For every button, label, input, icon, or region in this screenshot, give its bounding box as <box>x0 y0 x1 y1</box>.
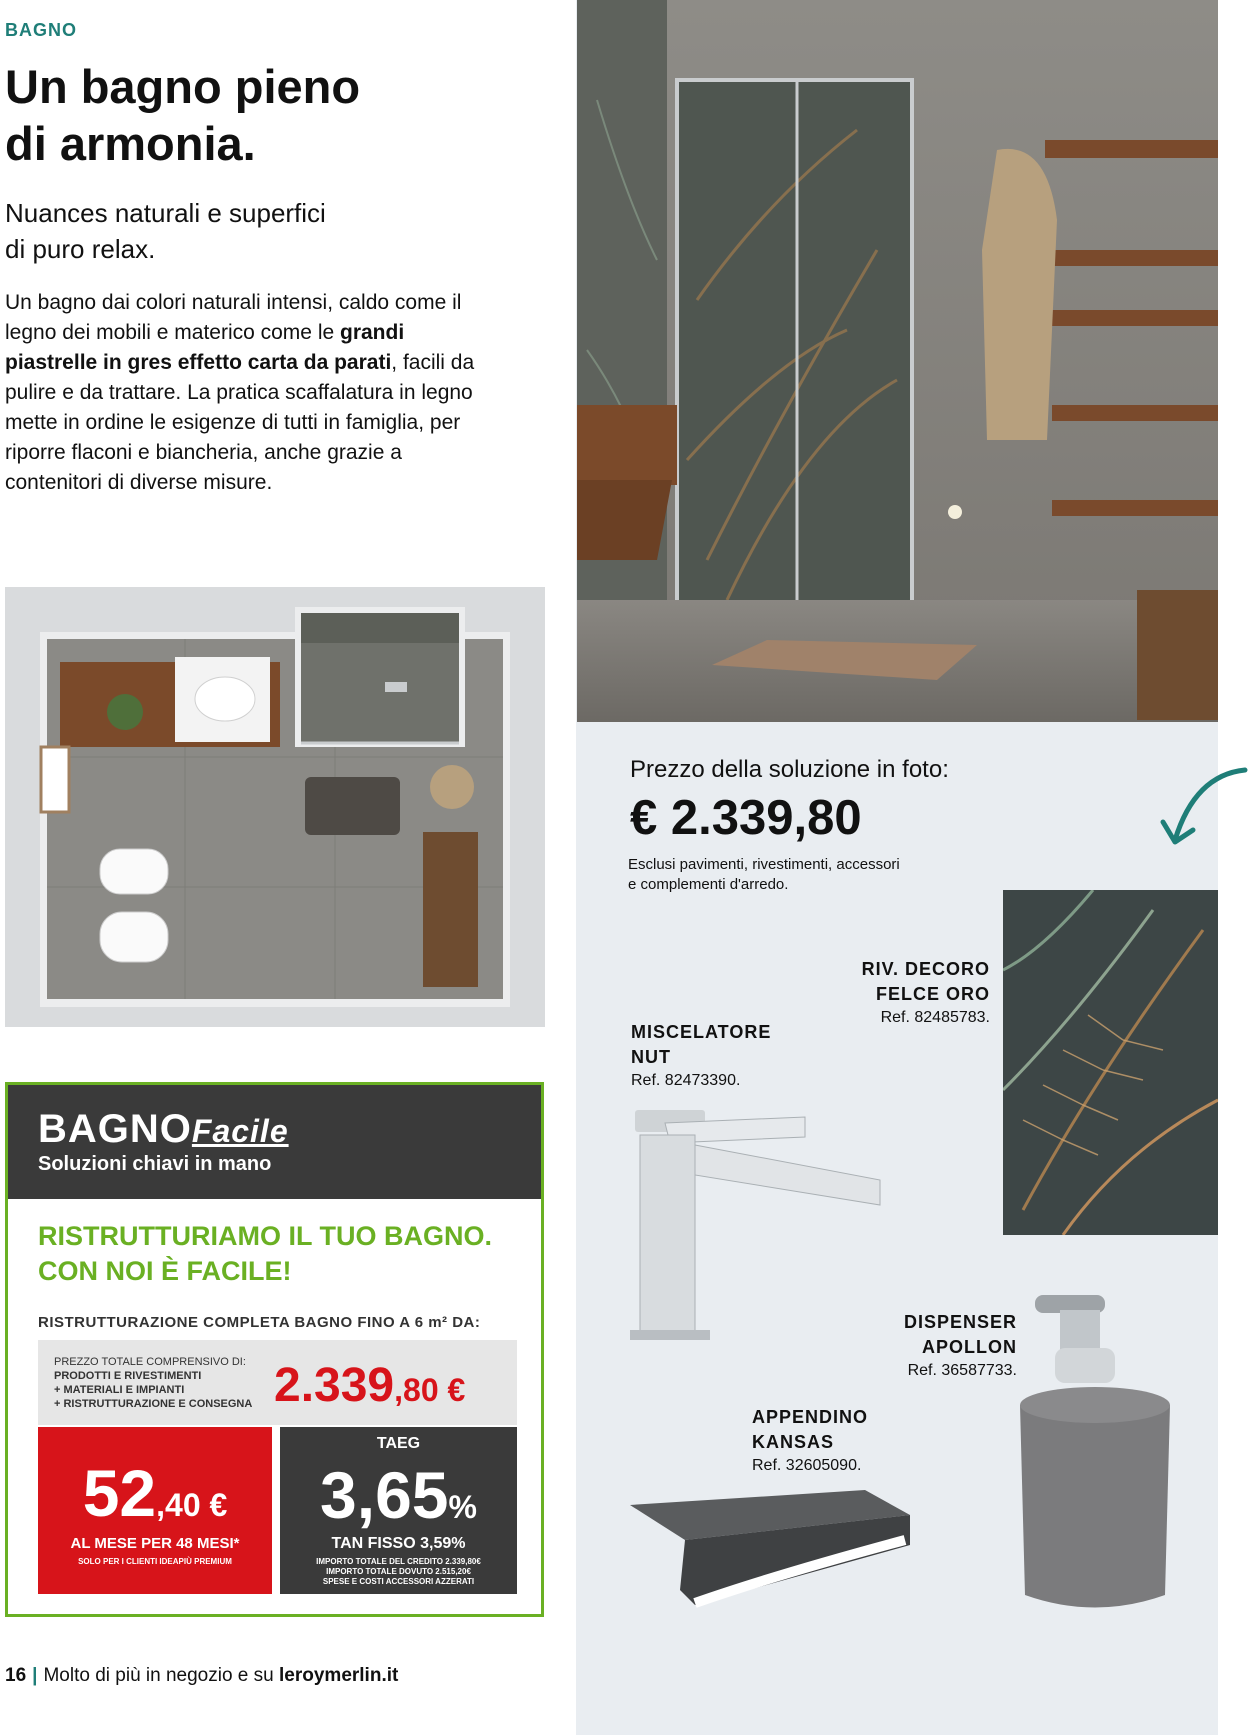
product-name-line: FELCE ORO <box>875 984 990 1004</box>
body-paragraph <box>5 288 495 498</box>
taeg-value <box>280 1457 517 1533</box>
product-name-line: KANSAS <box>752 1432 835 1452</box>
page-footer <box>5 1665 398 1687</box>
product-ref: Ref. 36587733. <box>907 1362 1017 1379</box>
bagno-facile-tagline: Soluzioni chiavi in mano <box>38 1153 272 1175</box>
monthly-int: 52 <box>82 1456 157 1530</box>
logo-text: BAGNO <box>38 1107 192 1151</box>
body-part-1: Un bagno dai colori naturali intensi, caldo come il legno dei mobili e materico come le <box>5 291 462 344</box>
product-name-line: DISPENSER <box>903 1312 1017 1332</box>
product-name-line: APOLLON <box>922 1337 1017 1357</box>
product-name-line: RIV. DECORO <box>861 959 990 979</box>
tan-label: TAN FISSO 3,59% <box>331 1535 466 1552</box>
bagno-facile-header <box>8 1085 541 1199</box>
subtitle-line-2: di puro relax. <box>5 234 156 264</box>
total-price-dec: ,80 € <box>394 1372 466 1408</box>
monthly-label: AL MESE PER 48 MESI* <box>70 1535 240 1552</box>
headline-line: CON NOI È FACILE! <box>38 1256 292 1286</box>
bagno-facile-logo <box>38 1107 289 1152</box>
taeg-label: TAEG <box>376 1435 421 1452</box>
monthly-amount <box>38 1455 272 1531</box>
price-label: Prezzo della soluzione in foto: <box>630 756 949 783</box>
tile-decor-photo <box>1003 890 1218 1235</box>
page-headline <box>5 58 360 172</box>
product-ref: Ref. 32605090. <box>752 1457 862 1474</box>
credit-note-line: SPESE E COSTI ACCESSORI AZZERATI <box>322 1577 475 1586</box>
bagno-facile-headline <box>38 1219 492 1289</box>
total-label-line: PREZZO TOTALE COMPRENSIVO DI: <box>54 1356 246 1368</box>
body-part-2: , facili da pulire e da trattare. La pratica scaffalatura in legno mette in ordine le esigenze di tutti in famiglia, per riporre flaconi e biancheria, anche grazie a contenitori di diverse misure. <box>5 351 475 494</box>
headline-line-2: di armonia. <box>5 117 256 170</box>
taeg-int: 3,65 <box>320 1458 449 1532</box>
dispenser-image <box>1015 1290 1175 1615</box>
price-note <box>628 855 968 895</box>
subtitle-line-1: Nuances naturali e superfici <box>5 198 326 228</box>
product-name <box>752 1405 992 1455</box>
total-label-line: PRODOTTI E RIVESTIMENTI <box>54 1370 202 1382</box>
bagno-facile-subheading: RISTRUTTURAZIONE COMPLETA BAGNO FINO A 6 m² DA: <box>38 1314 481 1331</box>
price-note-line-2: e complementi d'arredo. <box>628 876 789 893</box>
plan-illustration <box>5 587 545 1027</box>
price-note-line-1: Esclusi pavimenti, rivestimenti, accessori <box>628 856 900 873</box>
shower-illustration <box>577 0 1218 722</box>
page-subtitle <box>5 195 326 267</box>
product-ref: Ref. 82485783. <box>880 1009 990 1026</box>
bagno-facile-box <box>5 1082 544 1617</box>
headline-line-1: Un bagno pieno <box>5 60 361 113</box>
tile-illustration <box>1003 890 1218 1235</box>
body-bold: grandi piastrelle in gres effetto carta da parati <box>5 321 405 374</box>
page-number: 16 <box>5 1665 27 1686</box>
credit-note-line: IMPORTO TOTALE DEL CREDITO 2.339,80€ <box>316 1557 481 1566</box>
footer-site-link[interactable]: leroymerlin.it <box>279 1665 399 1686</box>
product-name-line: NUT <box>631 1047 671 1067</box>
footer-text: Molto di più in negozio e su <box>43 1665 280 1686</box>
total-price <box>274 1358 465 1413</box>
footer-separator: | <box>32 1665 38 1686</box>
shower-photo <box>577 0 1218 722</box>
total-label-line: + RISTRUTTURAZIONE E CONSEGNA <box>54 1398 253 1410</box>
total-price-box <box>38 1340 517 1425</box>
product-appendino <box>752 1405 992 1475</box>
price-value: € 2.339,80 <box>630 791 862 845</box>
total-price-int: 2.339 <box>274 1359 395 1412</box>
headline-line: RISTRUTTURIAMO IL TUO BAGNO. <box>38 1221 492 1251</box>
total-price-label <box>54 1355 274 1411</box>
product-riv-decoro <box>800 957 990 1027</box>
credit-note-line: IMPORTO TOTALE DOVUTO 2.515,20€ <box>326 1567 471 1576</box>
monthly-dec: ,40 € <box>156 1487 228 1523</box>
taeg-box <box>280 1427 517 1594</box>
product-name <box>800 957 990 1007</box>
monthly-payment-box <box>38 1427 272 1594</box>
arrow-icon <box>1155 760 1250 855</box>
product-name-line: APPENDINO <box>752 1407 869 1427</box>
product-ref: Ref. 82473390. <box>631 1072 741 1089</box>
faucet-image <box>625 1105 885 1345</box>
credit-notes <box>280 1557 517 1587</box>
product-name-line: MISCELATORE <box>631 1022 772 1042</box>
bathroom-plan-photo <box>5 587 545 1027</box>
monthly-note: SOLO PER I CLIENTI IDEAPIÙ PREMIUM <box>78 1557 232 1566</box>
taeg-pct: % <box>448 1489 477 1525</box>
logo-script: Facile <box>191 1113 289 1149</box>
category-label: BAGNO <box>5 20 77 40</box>
hook-image <box>625 1485 920 1625</box>
product-name <box>631 1020 871 1070</box>
product-miscelatore <box>631 1020 871 1090</box>
total-label-line: + MATERIALI E IMPIANTI <box>54 1384 185 1396</box>
